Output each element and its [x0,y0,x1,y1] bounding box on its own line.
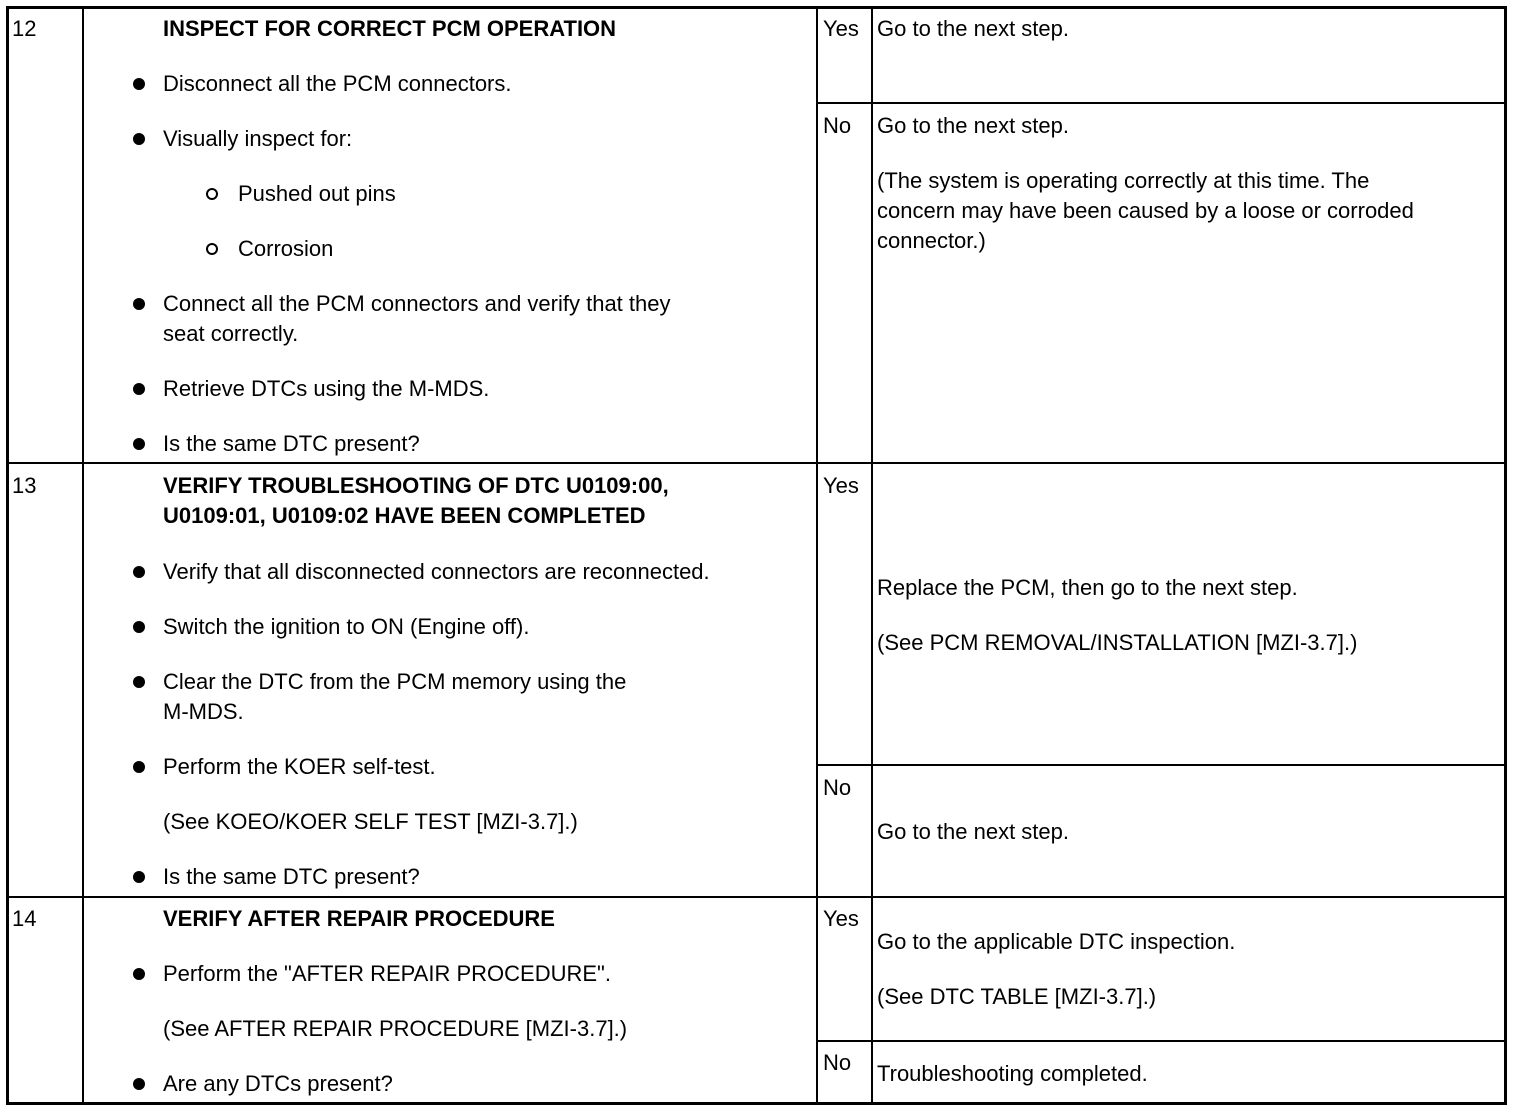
step-number: 12 [12,16,37,41]
row-divider [6,462,1507,464]
reference-text: (See KOEO/KOER SELF TEST [MZI-3.7].) [163,809,578,834]
column-divider [82,6,84,1105]
bullet-icon [133,676,145,688]
no-note-line: connector.) [877,228,986,253]
bullet-icon [133,78,145,90]
step-title: VERIFY TROUBLESHOOTING OF DTC U0109:00, [163,473,669,498]
question-text: Are any DTCs present? [163,1071,393,1096]
bullet-icon [133,871,145,883]
column-divider [816,6,818,1105]
column-divider [871,6,873,1105]
no-action: Go to the next step. [877,113,1070,138]
yes-action: Go to the applicable DTC inspection. [877,929,1236,954]
bullet-icon [133,566,145,578]
no-label: No [823,775,852,800]
bullet-icon [133,1078,145,1090]
bullet-icon [133,761,145,773]
step-title: INSPECT FOR CORRECT PCM OPERATION [163,16,617,41]
no-label: No [823,1050,852,1075]
instruction-text: Verify that all disconnected connectors are reconnected. [163,559,710,584]
result-divider [816,1040,1507,1042]
yes-label: Yes [823,473,859,498]
instruction-text: Retrieve DTCs using the M-MDS. [163,376,490,401]
instruction-text: Perform the KOER self-test. [163,754,436,779]
step-title: VERIFY AFTER REPAIR PROCEDURE [163,906,555,931]
instruction-text: Disconnect all the PCM connectors. [163,71,512,96]
step-number: 14 [12,906,37,931]
no-note-line: (The system is operating correctly at this time. The [877,168,1370,193]
no-action: Go to the next step. [877,819,1070,844]
instruction-text: Perform the "AFTER REPAIR PROCEDURE". [163,961,611,986]
sub-bullet-icon [206,188,218,200]
row-divider [6,896,1507,898]
bullet-icon [133,298,145,310]
instruction-text-continued: M-MDS. [163,699,244,724]
step-title-continued: U0109:01, U0109:02 HAVE BEEN COMPLETED [163,503,646,528]
yes-note: (See DTC TABLE [MZI-3.7].) [877,984,1157,1009]
step-number: 13 [12,473,37,498]
bullet-icon [133,438,145,450]
question-text: Is the same DTC present? [163,431,420,456]
instruction-text: Connect all the PCM connectors and verify that they [163,291,671,316]
sub-instruction-text: Corrosion [238,236,334,261]
yes-note: (See PCM REMOVAL/INSTALLATION [MZI-3.7].) [877,630,1358,655]
sub-bullet-icon [206,243,218,255]
yes-label: Yes [823,906,859,931]
instruction-text: Visually inspect for: [163,126,353,151]
yes-label: Yes [823,16,859,41]
no-note-line: concern may have been caused by a loose or corroded [877,198,1414,223]
bullet-icon [133,968,145,980]
sub-instruction-text: Pushed out pins [238,181,396,206]
instruction-text-continued: seat correctly. [163,321,299,346]
no-action: Troubleshooting completed. [877,1061,1148,1086]
no-label: No [823,113,852,138]
bullet-icon [133,133,145,145]
reference-text: (See AFTER REPAIR PROCEDURE [MZI-3.7].) [163,1016,628,1041]
result-divider [816,764,1507,766]
bullet-icon [133,621,145,633]
yes-action: Replace the PCM, then go to the next step. [877,575,1298,600]
question-text: Is the same DTC present? [163,864,420,889]
result-divider [816,102,1507,104]
bullet-icon [133,383,145,395]
instruction-text: Switch the ignition to ON (Engine off). [163,614,530,639]
yes-action: Go to the next step. [877,16,1070,41]
instruction-text: Clear the DTC from the PCM memory using the [163,669,627,694]
